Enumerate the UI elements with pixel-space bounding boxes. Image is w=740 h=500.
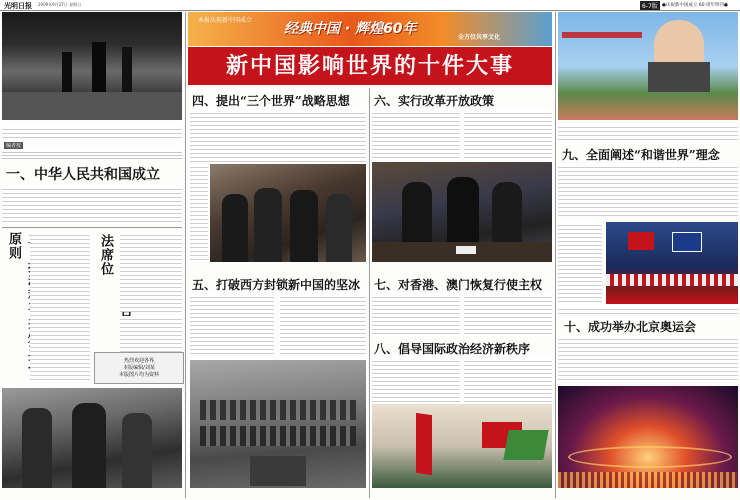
right-top-text xyxy=(558,124,738,140)
divider xyxy=(2,227,182,228)
heading-s5: 五、打破西方封锁新中国的坚冰 xyxy=(192,278,361,292)
intro-text xyxy=(2,126,182,140)
banner-slogan-big: 经典中国 · 辉煌60年 xyxy=(284,21,417,37)
column-rule-2 xyxy=(369,88,370,498)
flag-ceremony-photo xyxy=(372,404,552,488)
heading-s3: 法席位 xyxy=(98,234,113,276)
heading-s1: 一、中华人民共和国成立 xyxy=(6,167,160,183)
page-number-tag: 6-7版 xyxy=(642,3,658,10)
heading-s2: 原则 xyxy=(6,232,21,260)
photo-caption-un xyxy=(2,490,182,496)
info-box xyxy=(94,352,184,384)
three-worlds-photo xyxy=(210,164,366,262)
olympics-photo xyxy=(558,386,738,488)
founding-ceremony-photo xyxy=(2,12,182,120)
column-rule-1 xyxy=(185,12,186,498)
heading-s9: 九、全面阐述“和谐世界”理念 xyxy=(562,148,720,162)
deng-billboard-photo xyxy=(558,12,738,120)
heading-s10: 十、成功举办北京奥运会 xyxy=(564,320,697,334)
column-rule-3 xyxy=(555,12,556,498)
s8-text-b xyxy=(464,358,552,402)
heading-s4: 四、提出“三个世界”战略思想 xyxy=(192,94,350,108)
heading-s8: 八、倡导国际政治经济新秩序 xyxy=(374,342,531,356)
s8-text-a xyxy=(372,358,460,402)
s10-text xyxy=(558,336,738,382)
info-box-line3: 本版图片均为资料 xyxy=(118,372,159,378)
s5-text-b xyxy=(280,294,366,354)
s3-text-top xyxy=(120,232,182,312)
info-box-line1: 热烈欢迎各界 xyxy=(123,358,154,364)
main-title: 新中国影响世界的十件大事 xyxy=(188,47,552,85)
s7-text-a xyxy=(372,294,460,334)
photo-caption-olympics xyxy=(558,490,738,496)
s9-side-text xyxy=(558,222,602,304)
s1-text xyxy=(2,186,182,224)
editor-tag: 编者按 xyxy=(6,143,22,149)
s4-side-text xyxy=(190,164,208,262)
s4-text xyxy=(190,110,366,162)
special-issue-tag: ●庆祝新中国成立 60 周年特刊● xyxy=(662,3,728,8)
info-box-line2: 本版编辑/刘某 xyxy=(123,365,155,371)
banner-slogan-small: 本报庆祝新中国成立 xyxy=(198,17,253,24)
s6-text-a xyxy=(372,110,460,160)
s7-text-b xyxy=(464,294,552,334)
heading-s7: 七、对香港、澳门恢复行使主权 xyxy=(374,278,543,292)
s9-text xyxy=(558,164,738,216)
s5-text-a xyxy=(190,294,274,354)
banner-graphic xyxy=(188,12,552,46)
masthead-bar xyxy=(0,0,740,11)
banner-sub: 全方位共享文化 xyxy=(458,34,501,41)
wto-photo xyxy=(372,162,552,262)
s6-text-b xyxy=(464,110,552,160)
handover-photo xyxy=(606,222,738,304)
s2-text xyxy=(30,232,90,382)
nixon-visit-photo xyxy=(190,360,366,488)
masthead-date: 2009年9月27日 星期日 xyxy=(38,2,82,7)
editor-note-text xyxy=(2,150,182,160)
un-seat-photo xyxy=(2,388,182,488)
heading-s6: 六、实行改革开放政策 xyxy=(374,94,495,108)
photo-caption-nixon xyxy=(190,490,366,496)
masthead-logo: 光明日报 xyxy=(4,1,32,10)
right-mid-text xyxy=(558,306,738,314)
photo-caption-flag xyxy=(372,490,552,496)
